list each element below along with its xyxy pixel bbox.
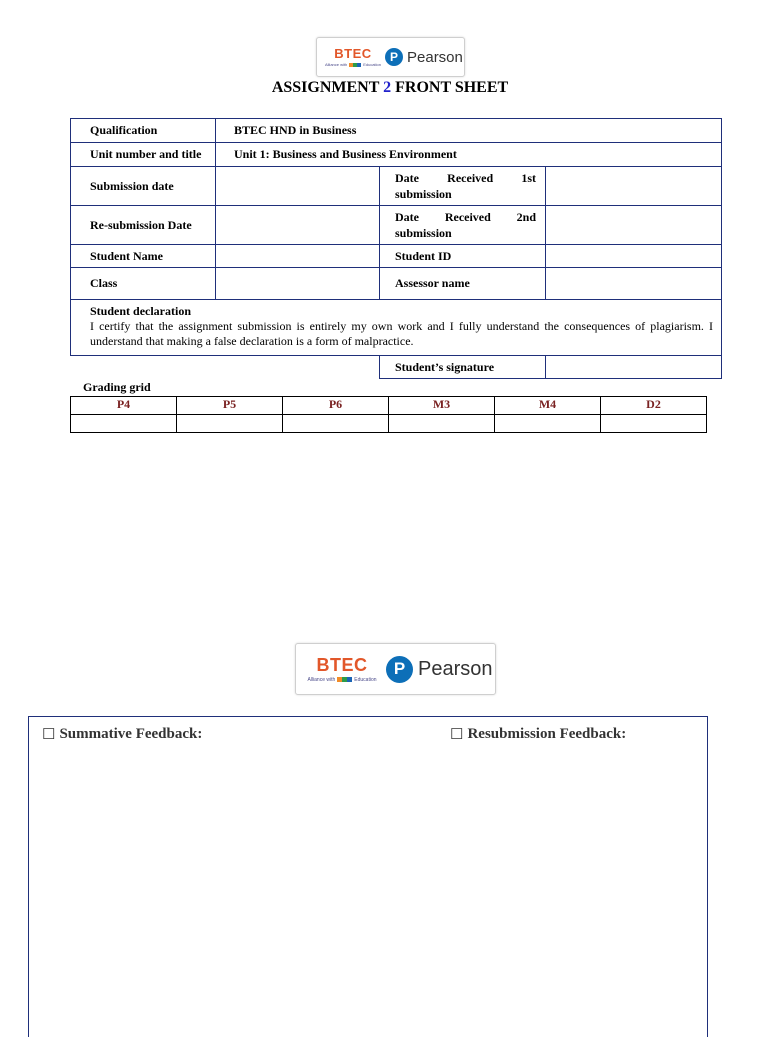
grade-cell-p6[interactable] [283, 415, 389, 433]
front-sheet-table [70, 118, 722, 379]
qualification-label: Qualification [71, 119, 216, 143]
table-row [71, 119, 722, 143]
student-name-field[interactable] [216, 245, 380, 268]
table-row [71, 143, 722, 167]
pearson-icon: P [385, 48, 403, 66]
unit-value: Unit 1: Business and Business Environment [216, 143, 722, 167]
grade-header-d2: D2 [601, 397, 707, 415]
btec-tagline [325, 62, 381, 67]
page-title [0, 79, 768, 97]
btec-logo [304, 656, 380, 683]
grade-cell-p4[interactable] [71, 415, 177, 433]
class-field[interactable] [216, 268, 380, 300]
title-suffix: FRONT SHEET [395, 79, 509, 96]
btec-tagline-left: Alliance with [324, 62, 348, 67]
title-prefix: ASSIGNMENT [271, 79, 380, 96]
btec-pearson-logo-2 [295, 643, 496, 695]
summative-feedback-option[interactable] [42, 725, 202, 744]
btec-tagline-left: Alliance with [307, 676, 336, 683]
resubmission-date-label: Re-submission Date [71, 206, 216, 245]
grade-header-m4: M4 [495, 397, 601, 415]
table-row [71, 167, 722, 206]
grade-cell-m3[interactable] [389, 415, 495, 433]
date-received-1st-field[interactable] [546, 167, 722, 206]
summative-feedback-label: Summative Feedback: [59, 726, 203, 742]
table-row [71, 245, 722, 268]
grade-header-p4: P4 [71, 397, 177, 415]
student-id-label: Student ID [380, 245, 546, 268]
declaration-title: Student declaration [90, 304, 192, 318]
btec-wordmark: BTEC [316, 654, 368, 675]
fpt-icon [349, 63, 361, 67]
checkbox-icon[interactable]: ☐ [450, 727, 464, 743]
class-label: Class [71, 268, 216, 300]
btec-tagline-right: Education [354, 676, 377, 683]
student-id-field[interactable] [546, 245, 722, 268]
assessor-field[interactable] [546, 268, 722, 300]
submission-date-field[interactable] [216, 167, 380, 206]
btec-pearson-logo [316, 37, 465, 77]
student-name-label: Student Name [71, 245, 216, 268]
pearson-wordmark: Pearson [418, 657, 493, 680]
grading-grid [70, 396, 707, 433]
table-row [71, 356, 722, 379]
grading-header-row [71, 397, 707, 415]
date-received-2nd-field[interactable] [546, 206, 722, 245]
feedback-box [28, 716, 708, 1037]
fpt-icon [337, 677, 352, 682]
resubmission-feedback-label: Resubmission Feedback: [467, 726, 627, 742]
title-number: 2 [383, 79, 392, 96]
declaration-text: I certify that the assignment submission is entirely my own work and I fully understand the consequences of plagiarism. I understand that making a false declaration is a form of malpractice. [90, 319, 713, 348]
signature-label: Student’s signature [380, 356, 546, 379]
resubmission-feedback-option[interactable] [450, 725, 626, 744]
date-received-1st-label: Date Received 1st submission [380, 167, 546, 206]
resubmission-date-field[interactable] [216, 206, 380, 245]
signature-spacer [71, 356, 380, 379]
grading-grid-label: Grading grid [83, 380, 151, 394]
table-row [71, 206, 722, 245]
table-row [71, 268, 722, 300]
grading-value-row [71, 415, 707, 433]
date-received-2nd-label: Date Received 2nd submission [380, 206, 546, 245]
grade-cell-m4[interactable] [495, 415, 601, 433]
pearson-wordmark: Pearson [407, 48, 463, 66]
btec-tagline-right: Education [363, 62, 382, 67]
btec-tagline [307, 677, 376, 683]
unit-label: Unit number and title [71, 143, 216, 167]
grade-header-m3: M3 [389, 397, 495, 415]
btec-logo [324, 47, 382, 67]
btec-wordmark: BTEC [334, 46, 372, 61]
grade-cell-p5[interactable] [177, 415, 283, 433]
submission-date-label: Submission date [71, 167, 216, 206]
pearson-icon: P [386, 656, 413, 683]
assessor-label: Assessor name [380, 268, 546, 300]
grade-header-p5: P5 [177, 397, 283, 415]
student-declaration [71, 300, 722, 356]
grade-header-p6: P6 [283, 397, 389, 415]
checkbox-icon[interactable]: ☐ [42, 727, 56, 743]
qualification-value: BTEC HND in Business [216, 119, 722, 143]
grade-cell-d2[interactable] [601, 415, 707, 433]
table-row [71, 300, 722, 356]
signature-field[interactable] [546, 356, 722, 379]
